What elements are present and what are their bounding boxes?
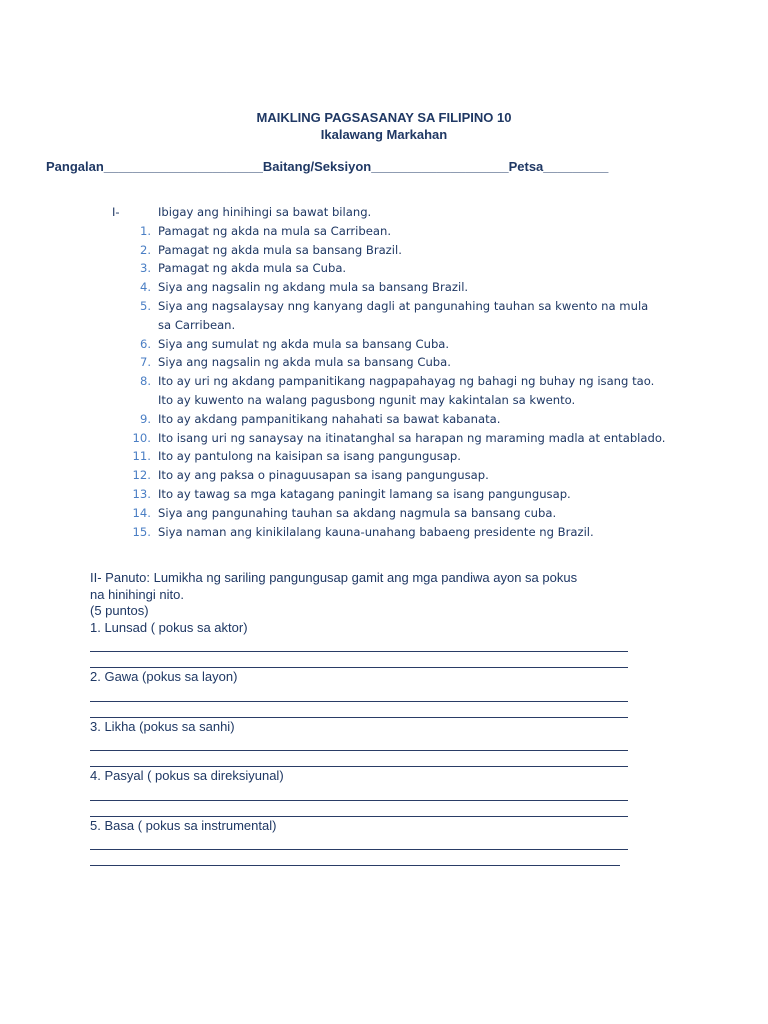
item-number: 7. [139, 355, 151, 370]
worksheet-subtitle: Ikalawang Markahan [320, 127, 448, 142]
item-number: 14. [132, 505, 151, 520]
item-text: Ito ay tawag sa mga katagang paningit lamang sa isang pangungusap. [158, 486, 571, 501]
item-number: 4. [139, 280, 151, 295]
item-number: 8. [139, 374, 151, 389]
section-1-instruction: Ibigay ang hinihingi sa bawat bilang. [158, 205, 372, 219]
answer-lines[interactable] [90, 834, 650, 867]
item-text: Siya ang pangunahing tauhan sa akdang nagmula sa bansang cuba. [158, 505, 557, 520]
answer-line[interactable] [90, 667, 628, 668]
item-number: 9. [139, 411, 151, 426]
item-text: Siya ang sumulat ng akda mula sa bansang Cuba. [158, 336, 450, 351]
exercise-prompt: 3. Likha (pokus sa sanhi) [90, 718, 235, 734]
item-number: 15. [132, 524, 151, 539]
item-number: 1. [139, 223, 151, 238]
answer-line[interactable] [90, 651, 628, 652]
answer-lines[interactable] [90, 735, 650, 768]
item-number: 10. [132, 430, 151, 445]
item-number: 2. [139, 242, 151, 257]
answer-line[interactable] [90, 849, 628, 850]
exercise-prompt: 5. Basa ( pokus sa instrumental) [90, 817, 277, 833]
answer-lines[interactable] [90, 686, 650, 719]
exercise-prompt: 1. Lunsad ( pokus sa aktor) [90, 619, 248, 635]
section-2-instruction-line-1: II- Panuto: Lumikha ng sariling pangungusap gamit ang mga pandiwa ayon sa pokus [90, 570, 578, 585]
exercise-prompt: 2. Gawa (pokus sa layon) [90, 669, 238, 684]
item-number: 5. [139, 298, 151, 313]
item-number: 6. [139, 336, 151, 351]
item-text: Pamagat ng akda mula sa bansang Brazil. [158, 242, 402, 257]
item-number: 3. [139, 261, 151, 276]
item-text: Ito isang uri ng sanaysay na itinatanghal sa harapan ng maraming madla at entablado. [158, 430, 666, 445]
section-2 [90, 570, 650, 867]
item-number: 12. [132, 468, 151, 483]
answer-line[interactable] [90, 701, 628, 702]
item-text: Siya naman ang kinikilalang kauna-unahang babaeng presidente ng Brazil. [158, 524, 594, 539]
item-text: Pamagat ng akda na mula sa Carribean. [158, 223, 392, 238]
item-text: Ito ay akdang pampanitikang nahahati sa bawat kabanata. [158, 411, 501, 426]
answer-line[interactable] [90, 800, 628, 801]
worksheet-title: MAIKLING PAGSASANAY SA FILIPINO 10 [256, 110, 512, 125]
answer-lines[interactable] [90, 636, 650, 669]
answer-line[interactable] [90, 717, 628, 718]
section-1 [0, 203, 768, 541]
answer-line[interactable] [90, 766, 628, 767]
section-1-roman: I- [112, 205, 120, 219]
exercise-prompt: 4. Pasyal ( pokus sa direksiyunal) [90, 768, 284, 783]
answer-line[interactable] [90, 865, 620, 866]
item-number: 13. [132, 486, 151, 501]
item-text: Ito ay ang paksa o pinaguusapan sa isang pangungusap. [158, 468, 489, 483]
section-1-header [0, 203, 768, 222]
item-number: 11. [132, 449, 151, 464]
item-text: Siya ang nagsalin ng akda mula sa bansang Cuba. [158, 355, 451, 370]
item-text: Ito ay pantulong na kaisipan sa isang pangungusap. [158, 449, 461, 464]
answer-line[interactable] [90, 816, 628, 817]
section-2-instruction-line-2: na hinihingi nito. [90, 586, 184, 602]
item-text: Siya ang nagsalin ng akdang mula sa bansang Brazil. [158, 280, 469, 295]
section-2-points: (5 puntos) [90, 603, 149, 618]
item-text: Ito ay uri ng akdang pampanitikang nagpapahayag ng bahagi ng buhay ng isang tao. Ito ay kuwento na walang pagusbong ngunit may kakintalan sa kwento. [158, 374, 655, 407]
answer-line[interactable] [90, 750, 628, 751]
item-text: Pamagat ng akda mula sa Cuba. [158, 261, 347, 276]
answer-lines[interactable] [90, 785, 650, 818]
item-text: Siya ang nagsalaysay nng kanyang dagli at pangunahing tauhan sa kwento na mula sa Carribean. [158, 298, 649, 332]
student-info-line: Pangalan______________________Baitang/Seksiyon___________________Petsa_________ [46, 159, 609, 174]
